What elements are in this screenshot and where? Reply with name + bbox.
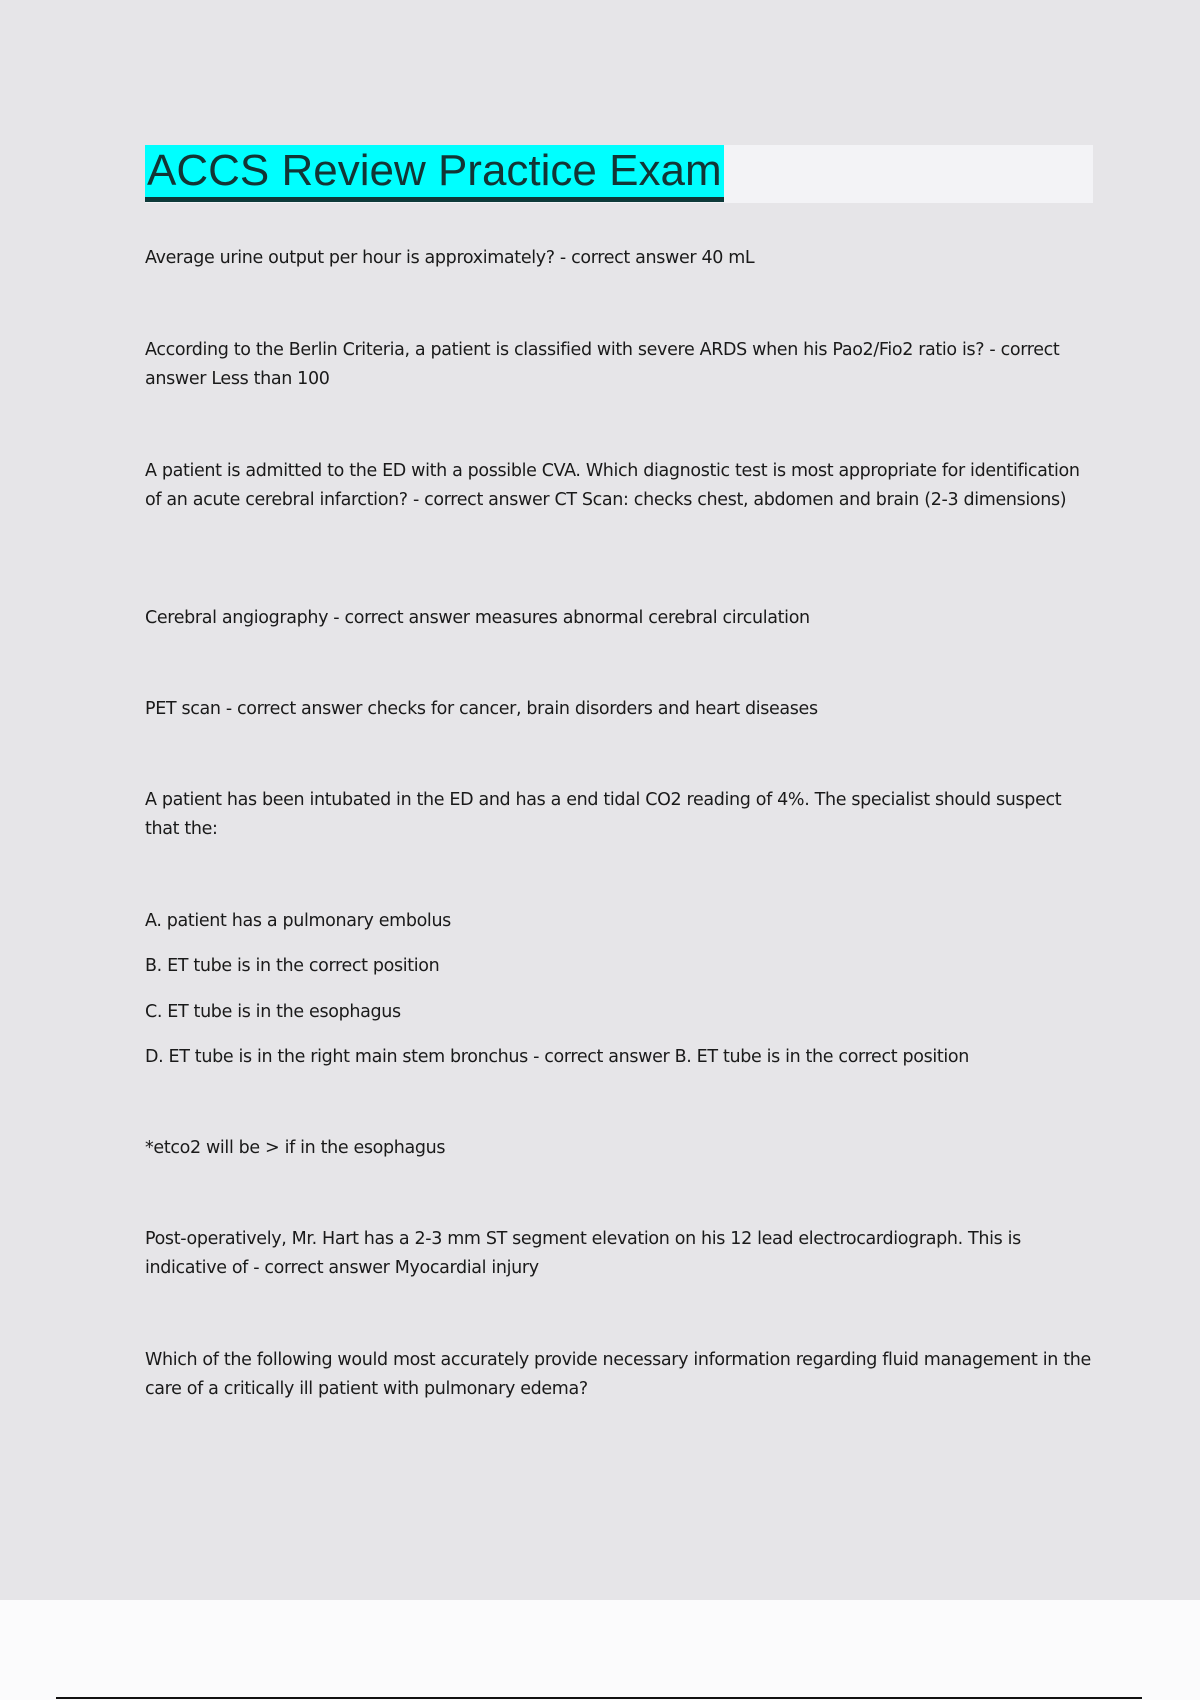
option-a: A. patient has a pulmonary embolus xyxy=(145,911,451,931)
option-b: B. ET tube is in the correct position xyxy=(145,956,440,976)
option-c: C. ET tube is in the esophagus xyxy=(145,1002,401,1022)
option-d-with-answer: D. ET tube is in the right main stem bronchus - correct answer B. ET tube is in the correct position xyxy=(145,1047,969,1067)
page-bottom-margin xyxy=(0,1600,1200,1700)
answer-berlin-criteria: According to the Berlin Criteria, a patient is classified with severe ARDS when his Pao2/Fio2 ratio is? - correct answer Less than 100 xyxy=(145,340,1060,389)
footer-rule xyxy=(56,1697,1142,1699)
question-fluid-management: Which of the following would most accurately provide necessary information regarding fluid management in the care of a critically ill patient with pulmonary edema? xyxy=(145,1350,1091,1399)
answer-urine-output: Average urine output per hour is approximately? - correct answer 40 mL xyxy=(145,248,755,268)
answer-cva-diagnostic: A patient is admitted to the ED with a possible CVA. Which diagnostic test is most appropriate for identification of an acute cerebral infarction? - correct answer CT Scan: checks chest, abdomen and brain (2-3 dimensions) xyxy=(145,461,1080,510)
answer-cerebral-angiography: Cerebral angiography - correct answer measures abnormal cerebral circulation xyxy=(145,608,810,628)
answer-st-elevation: Post-operatively, Mr. Hart has a 2-3 mm ST segment elevation on his 12 lead electrocardiograph. This is indicative of - correct answer Myocardial injury xyxy=(145,1229,1021,1278)
answer-pet-scan: PET scan - correct answer checks for cancer, brain disorders and heart diseases xyxy=(145,699,818,719)
question-end-tidal-co2: A patient has been intubated in the ED and has a end tidal CO2 reading of 4%. The specialist should suspect that the: xyxy=(145,790,1062,839)
title-row xyxy=(145,145,1093,203)
document-title: ACCS Review Practice Exam xyxy=(145,145,724,202)
note-etco2: *etco2 will be > if in the esophagus xyxy=(145,1138,446,1158)
